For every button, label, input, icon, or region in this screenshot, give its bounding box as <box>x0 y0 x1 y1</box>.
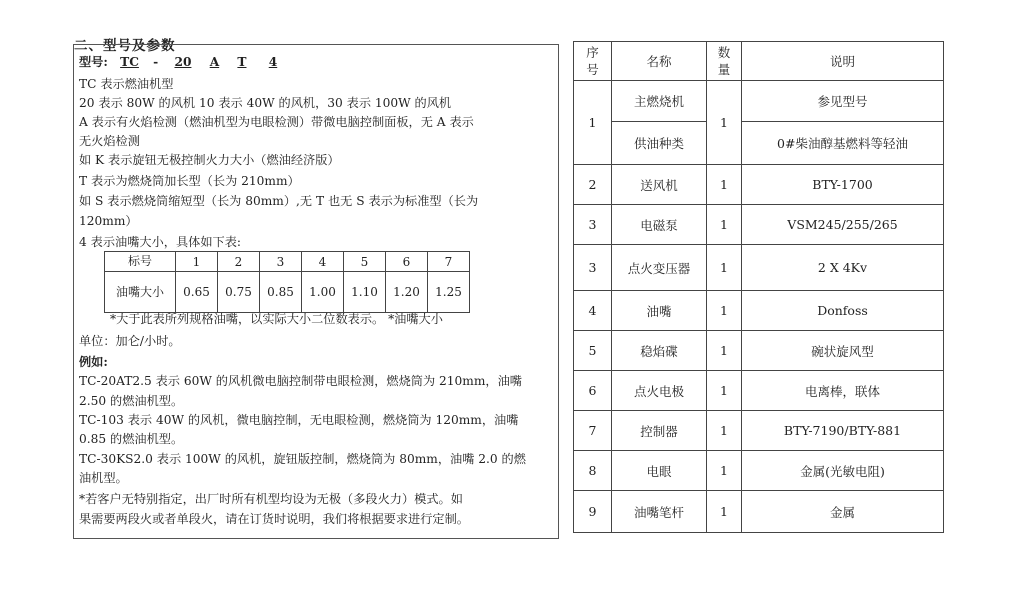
table-row <box>574 81 944 122</box>
cell-qty: 1 <box>707 331 742 371</box>
model-label: 型号: <box>79 55 108 69</box>
nozzle-size-label: 油嘴大小 <box>105 272 176 313</box>
nozzle-size-cell: 1.10 <box>344 272 386 313</box>
legend-line: 无火焰检测 <box>79 134 140 148</box>
note-line: 单位：加仑/小时。 <box>79 334 181 348</box>
legend-line: 4 表示油嘴大小，具体如下表: <box>79 235 241 249</box>
cell-name: 油嘴 <box>612 291 707 331</box>
cell-desc: 金属 <box>742 491 944 533</box>
cell-qty: 1 <box>707 451 742 491</box>
nozzle-size-cell: 1.00 <box>302 272 344 313</box>
cell-name: 电眼 <box>612 451 707 491</box>
cell-no: 4 <box>574 291 612 331</box>
header-desc: 说明 <box>742 42 944 81</box>
example-line: 果需要两段火或者单段火，请在订货时说明，我们将根据要求进行定制。 <box>79 512 469 526</box>
cell-qty: 1 <box>707 491 742 533</box>
model-part-nozzle: 4 <box>268 55 278 69</box>
example-line: TC-30KS2.0 表示 100W 的风机，旋钮版控制，燃烧筒为 80mm，油嘴 2.0 的燃 <box>79 452 526 466</box>
example-line: 2.50 的燃油机型。 <box>79 394 184 408</box>
examples-title: 例如: <box>79 355 108 369</box>
example-line: 油机型。 <box>79 471 128 485</box>
legend-line: T 表示为燃烧筒加长型（长为 210mm） <box>79 174 300 188</box>
table-row <box>574 205 944 245</box>
cell-desc: VSM245/255/265 <box>742 205 944 245</box>
model-part-tube: T <box>237 55 247 69</box>
header-no <box>574 42 612 81</box>
cell-name: 点火变压器 <box>612 245 707 291</box>
cell-no: 5 <box>574 331 612 371</box>
model-part-detect: A <box>209 55 220 69</box>
example-line: TC-103 表示 40W 的风机，微电脑控制，无电眼检测，燃烧筒为 120mm，油嘴 <box>79 413 519 427</box>
legend-line: TC 表示燃油机型 <box>79 77 174 91</box>
nozzle-number-label: 标号 <box>105 252 176 272</box>
legend-line: 20 表示 80W 的风机 10 表示 40W 的风机，30 表示 100W 的风机 <box>79 96 452 110</box>
nozzle-size-cell: 0.75 <box>218 272 260 313</box>
cell-desc: Donfoss <box>742 291 944 331</box>
cell-no: 7 <box>574 411 612 451</box>
header-qty <box>707 42 742 81</box>
cell-qty: 1 <box>707 165 742 205</box>
cell-qty: 1 <box>707 205 742 245</box>
nozzle-size-row <box>105 272 470 313</box>
model-part-fan: 20 <box>174 55 192 69</box>
cell-no: 3 <box>574 245 612 291</box>
cell-desc: 碗状旋风型 <box>742 331 944 371</box>
cell-no: 9 <box>574 491 612 533</box>
nozzle-size-table <box>104 251 470 313</box>
nozzle-number-row <box>105 252 470 272</box>
cell-no: 6 <box>574 371 612 411</box>
table-row <box>574 451 944 491</box>
parameter-table <box>573 41 944 533</box>
model-part-dash: - <box>153 55 159 69</box>
header-qty-text: 数量 <box>717 45 731 77</box>
cell-no: 8 <box>574 451 612 491</box>
legend-line: 如 K 表示旋钮无极控制火力大小（燃油经济版） <box>79 153 340 167</box>
cell-name: 主燃烧机 <box>612 81 707 122</box>
cell-qty: 1 <box>707 291 742 331</box>
cell-qty: 1 <box>707 245 742 291</box>
cell-desc: 电离棒，联体 <box>742 371 944 411</box>
nozzle-number-cell: 6 <box>386 252 428 272</box>
cell-name: 电磁泵 <box>612 205 707 245</box>
nozzle-size-cell: 0.85 <box>260 272 302 313</box>
header-no-text: 序号 <box>586 45 599 77</box>
table-row <box>574 245 944 291</box>
table-row <box>574 122 944 165</box>
nozzle-number-cell: 7 <box>428 252 470 272</box>
cell-name: 油嘴笔杆 <box>612 491 707 533</box>
cell-desc: 金属(光敏电阻) <box>742 451 944 491</box>
nozzle-number-cell: 4 <box>302 252 344 272</box>
table-row <box>574 411 944 451</box>
nozzle-number-cell: 2 <box>218 252 260 272</box>
cell-qty: 1 <box>707 411 742 451</box>
table-row <box>574 371 944 411</box>
table-row <box>574 165 944 205</box>
cell-desc: 参见型号 <box>742 81 944 122</box>
note-line: *大于此表所列规格油嘴，以实际大小二位数表示。 *油嘴大小 <box>110 312 443 326</box>
example-line: 0.85 的燃油机型。 <box>79 432 184 446</box>
nozzle-size-cell: 1.20 <box>386 272 428 313</box>
header-name: 名称 <box>612 42 707 81</box>
cell-name: 控制器 <box>612 411 707 451</box>
table-row <box>574 291 944 331</box>
cell-desc: 2 X 4Kv <box>742 245 944 291</box>
nozzle-number-cell: 5 <box>344 252 386 272</box>
cell-desc: BTY-1700 <box>742 165 944 205</box>
cell-no: 3 <box>574 205 612 245</box>
cell-no: 1 <box>574 81 612 165</box>
cell-name: 供油种类 <box>612 122 707 165</box>
model-line <box>79 55 277 70</box>
table-row <box>574 491 944 533</box>
legend-line: 如 S 表示燃烧筒缩短型（长为 80mm）,无 T 也无 S 表示为标准型（长为 <box>79 194 479 208</box>
nozzle-size-cell: 0.65 <box>176 272 218 313</box>
cell-no: 2 <box>574 165 612 205</box>
cell-qty: 1 <box>707 81 742 165</box>
nozzle-number-cell: 1 <box>176 252 218 272</box>
nozzle-size-cell: 1.25 <box>428 272 470 313</box>
table-row <box>574 331 944 371</box>
model-part-series: TC <box>120 55 139 69</box>
nozzle-number-cell: 3 <box>260 252 302 272</box>
section-title: 二、型号及参数 <box>74 38 176 54</box>
param-header-row <box>574 42 944 81</box>
example-line: TC-20AT2.5 表示 60W 的风机微电脑控制带电眼检测，燃烧筒为 210mm，油嘴 <box>79 374 522 388</box>
legend-line: 120mm） <box>79 214 138 228</box>
cell-desc: 0#柴油醇基燃料等轻油 <box>742 122 944 165</box>
cell-desc: BTY-7190/BTY-881 <box>742 411 944 451</box>
example-line: *若客户无特别指定，出厂时所有机型均设为无极（多段火力）模式。如 <box>79 492 463 506</box>
legend-line: A 表示有火焰检测（燃油机型为电眼检测）带微电脑控制面板，无 A 表示 <box>79 115 474 129</box>
cell-name: 稳焰碟 <box>612 331 707 371</box>
cell-name: 点火电极 <box>612 371 707 411</box>
cell-name: 送风机 <box>612 165 707 205</box>
cell-qty: 1 <box>707 371 742 411</box>
